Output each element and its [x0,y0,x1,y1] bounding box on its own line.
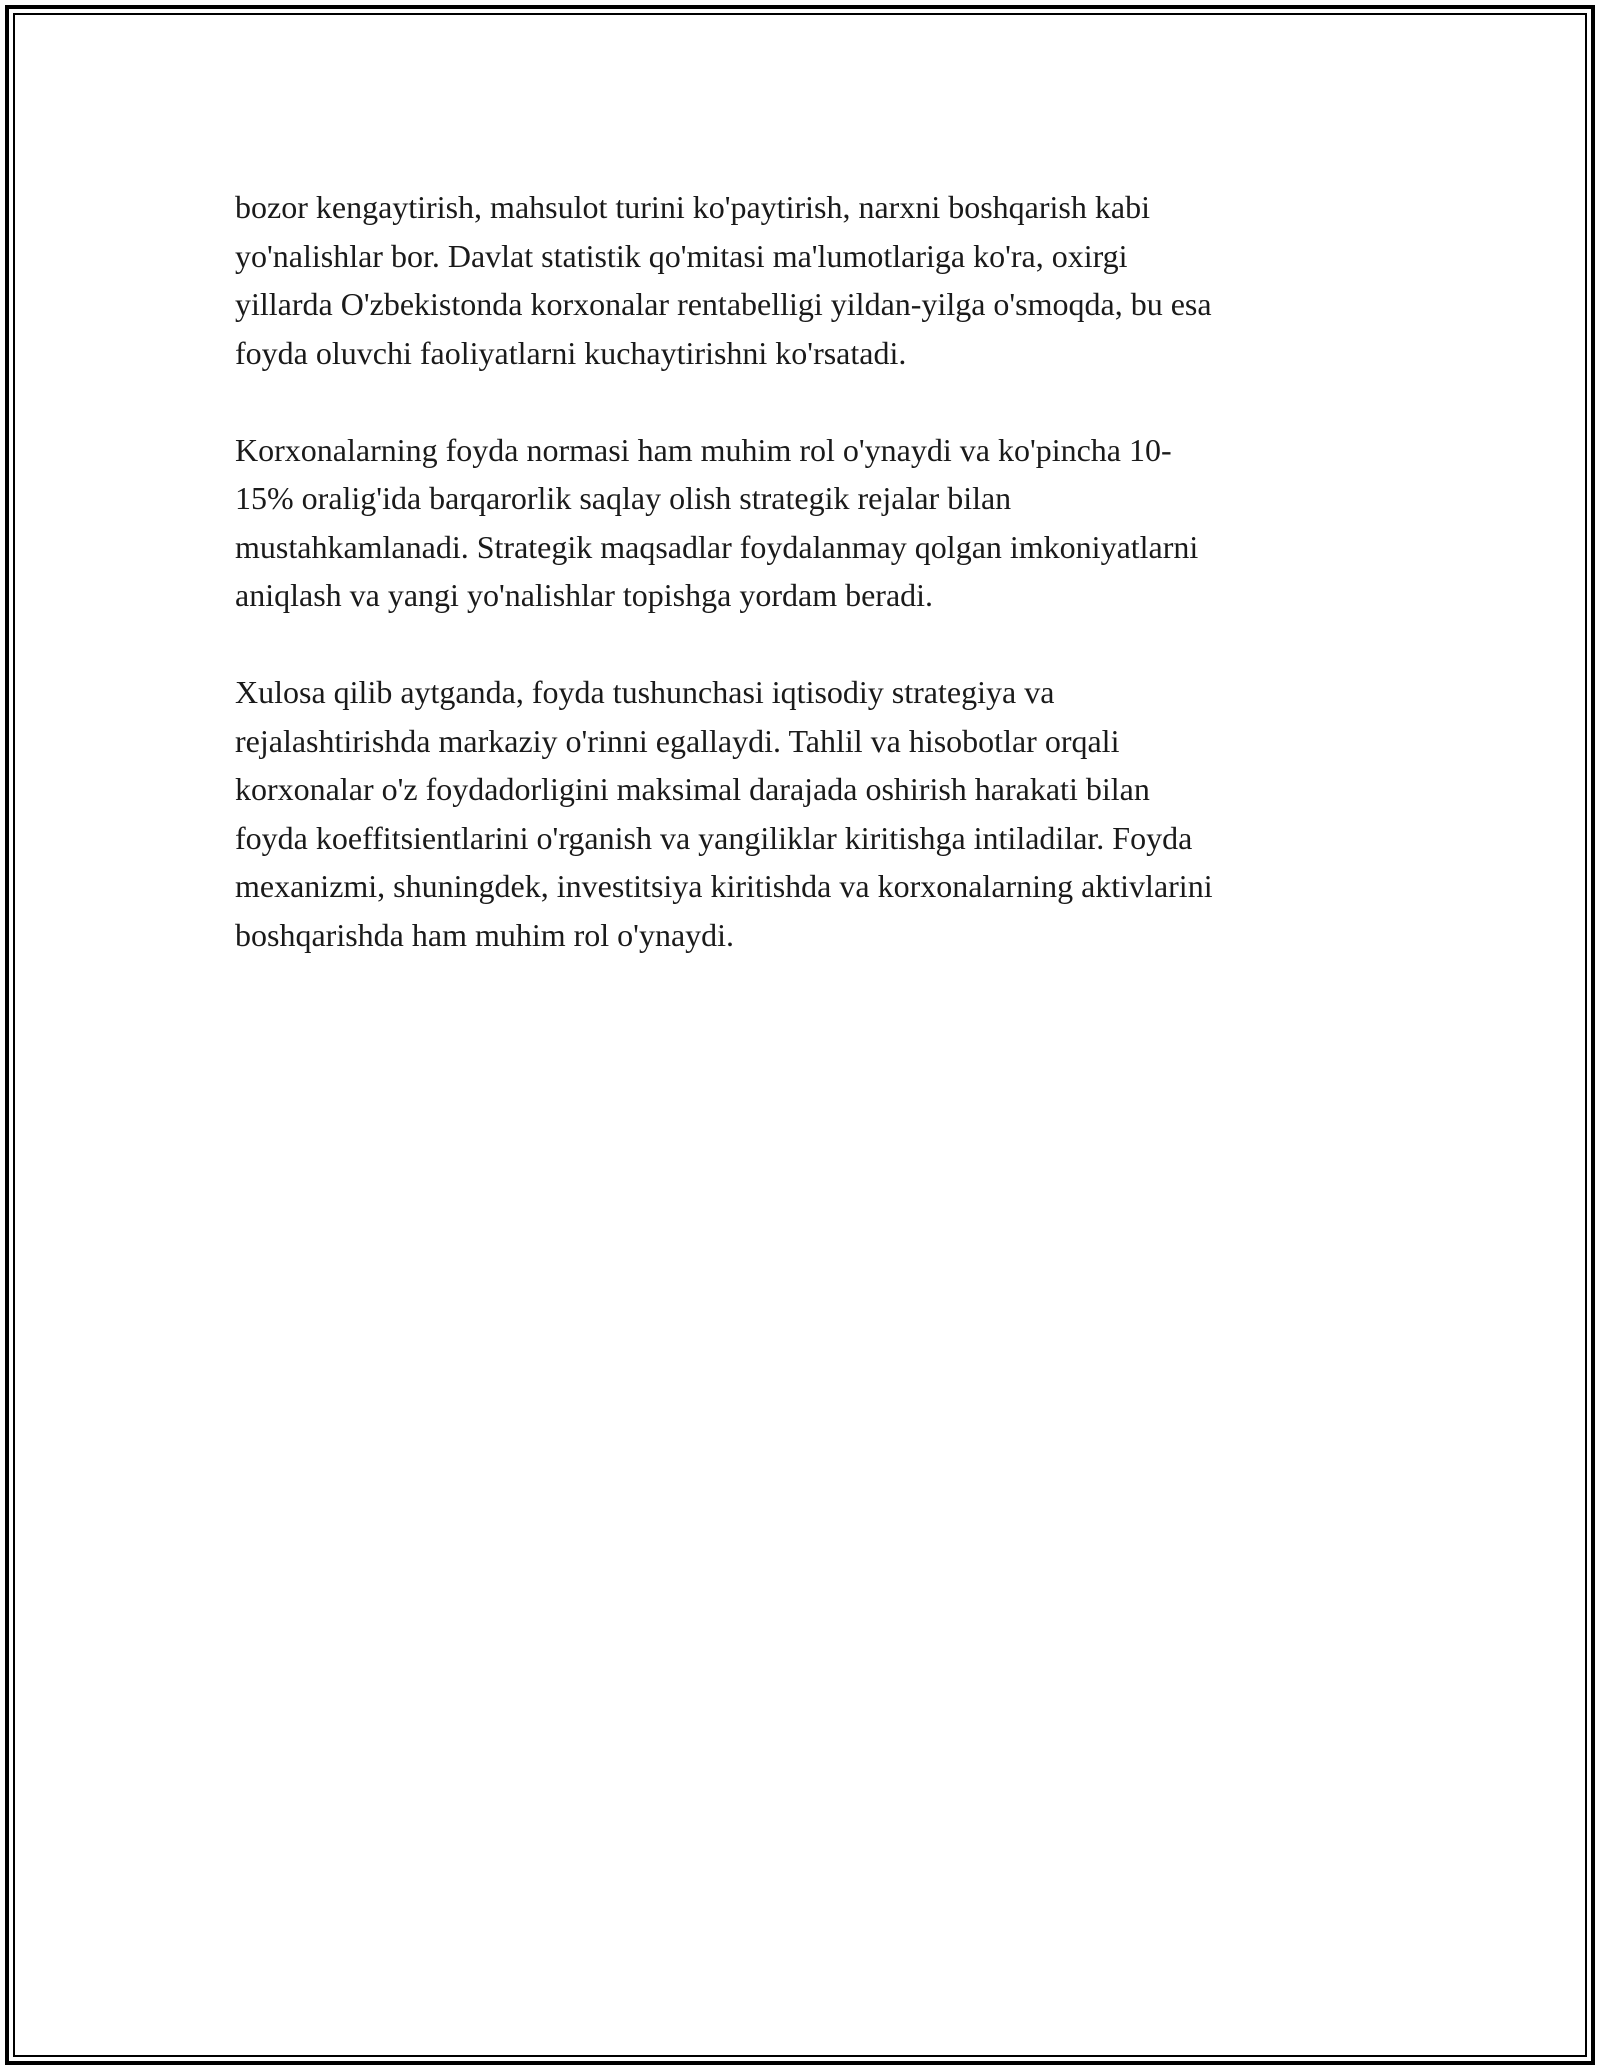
paragraph-2: Korxonalarning foyda normasi ham muhim rol o'ynaydi va ko'pincha 10- 15% oralig'ida barqarorlik saqlay olish strategik rejalar bilan mustahkamlanadi. Strategik maqsadlar foydalanmay qolgan imkoniyatlarni aniqlash va yangi yo'nalishlar topishga yordam beradi. [235,431,1199,613]
paragraph-1: bozor kengaytirish, mahsulot turini ko'paytirish, narxni boshqarish kabi yo'nalishlar bor. Davlat statistik qo'mitasi ma'lumotlariga ko'ra, oxirgi yillarda O'zbekistonda korxonalar rentabelligi yildan-yilga o'smoqda, bu esa foyda oluvchi faoliyatlarni kuchaytirishni ko'rsatadi. [235,189,1212,371]
page-body [235,183,1365,1008]
paragraph-3: Xulosa qilib aytganda, foyda tushunchasi iqtisodiy strategiya va rejalashtirishda markaziy o'rinni egallaydi. Tahlil va hisobotlar orqali korxonalar o'z foydadorligini maksimal darajada oshirish harakati bilan foyda koeffitsientlarini o'rganish va yangiliklar kiritishga intiladilar. Foyda mexanizmi, shuningdek, investitsiya kiritishda va korxonalarning aktivlarini boshqarishda ham muhim rol o'ynaydi. [235,674,1213,953]
